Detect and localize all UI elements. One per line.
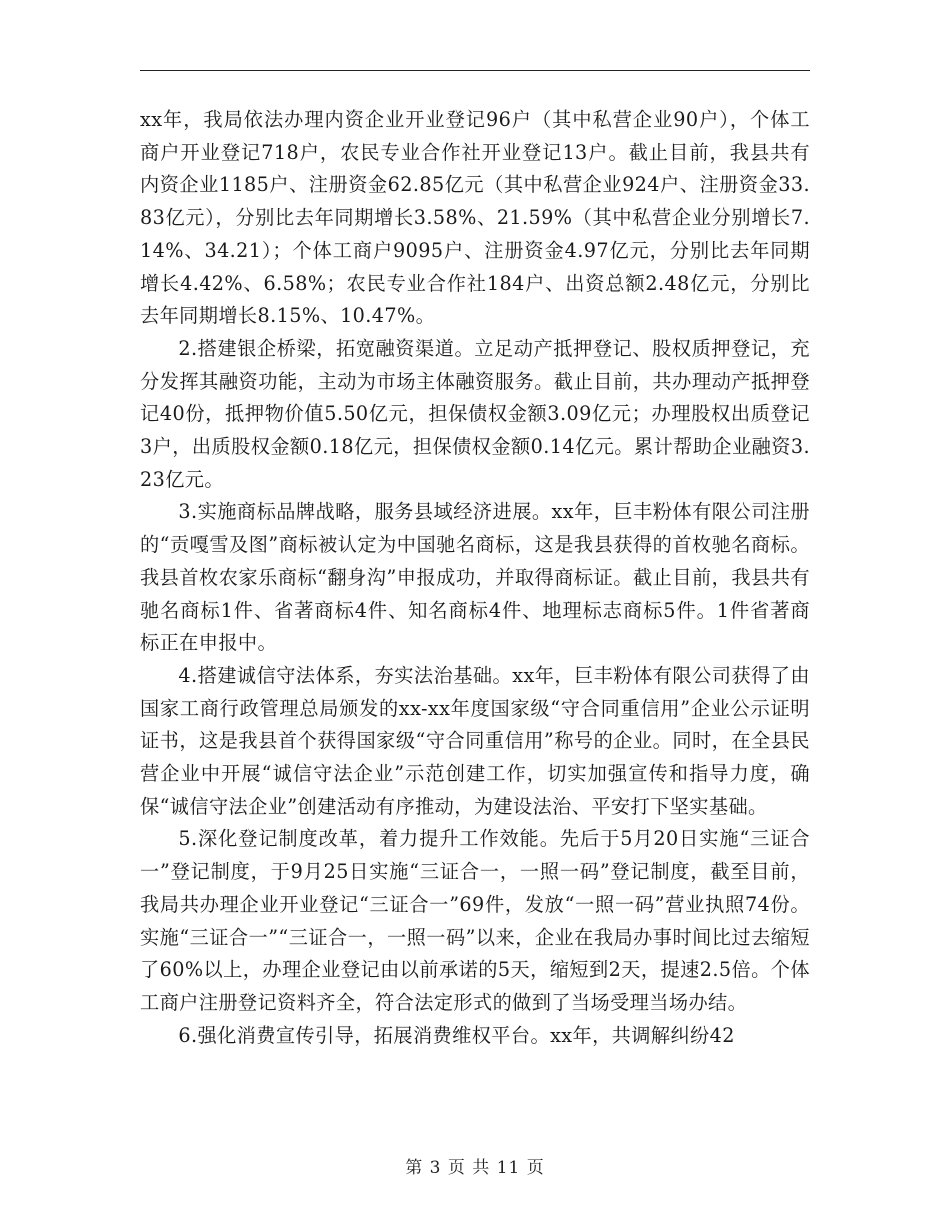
paragraph-integrity-system: 4.搭建诚信守法体系，夯实法治基础。xx年，巨丰粉体有限公司获得了由国家工商行政管理总局颁发的xx-xx年度国家级“守合同重信用”企业公示证明证书，这是我县首个获得国家级“守合同重信用”称号的企业。同时，在全县民营企业中开展“诚信守法企业”示范创建工作，切实加强宣传和指导力度，确保“诚信守法企业”创建活动有序推动，为建设法治、平安打下坚实基础。 [140, 663, 810, 818]
page-footer [0, 1153, 950, 1178]
header-rule [140, 70, 810, 71]
paragraph-trademark-strategy: 3.实施商标品牌战略，服务县域经济进展。xx年，巨丰粉体有限公司注册的“贡嘎雪及图”商标被认定为中国驰名商标，这是我县获得的首枚驰名商标。我县首枚农家乐商标“翻身沟”申报成功，并取得商标证。截止目前，我县共有驰名商标1件、省著商标4件、知名商标4件、地理标志商标5件。1件省著商标正在申报中。 [140, 500, 810, 655]
paragraph-registration-stats: xx年，我局依法办理内资企业开业登记96户（其中私营企业90户），个体工商户开业登记718户，农民专业合作社开业登记13户。截止目前，我县共有内资企业1185户、注册资金62.85亿元（其中私营企业924户、注册资金33.83亿元），分别比去年同期增长3.58%、21.59%（其中私营企业分别增长7.14%、34.21）；个体工商户9095户、注册资金4.97亿元，分别比去年同期增长4.42%、6.58%；农民专业合作社184户、出资总额2.48亿元，分别比去年同期增长8.15%、10.47%。 [140, 108, 810, 328]
paragraph-bank-enterprise-bridge: 2.搭建银企桥梁，拓宽融资渠道。立足动产抵押登记、股权质押登记，充分发挥其融资功能，主动为市场主体融资服务。截止目前，共办理动产抵押登记40份，抵押物价值5.50亿元，担保债权金额3.09亿元；办理股权出质登记3户，出质股权金额0.18亿元，担保债权金额0.14亿元。累计帮助企业融资3.23亿元。 [140, 336, 810, 491]
document-body [140, 104, 810, 1052]
paragraph-registration-reform: 5.深化登记制度改革，着力提升工作效能。先后于5月20日实施“三证合一”登记制度，于9月25日实施“三证合一，一照一码”登记制度，截至目前，我局共办理企业开业登记“三证合一”69件，发放“一照一码”营业执照74份。实施“三证合一”“三证合一，一照一码”以来，企业在我局办事时间比过去缩短了60%以上，办理企业登记由以前承诺的5天，缩短到2天，提速2.5倍。个体工商户注册登记资料齐全，符合法定形式的做到了当场受理当场办结。 [140, 827, 810, 1014]
paragraph-consumer-protection: 6.强化消费宣传引导，拓展消费维权平台。xx年，共调解纠纷42 [178, 1023, 735, 1047]
page-number-label: 第 3 页 共 11 页 [405, 1158, 545, 1178]
